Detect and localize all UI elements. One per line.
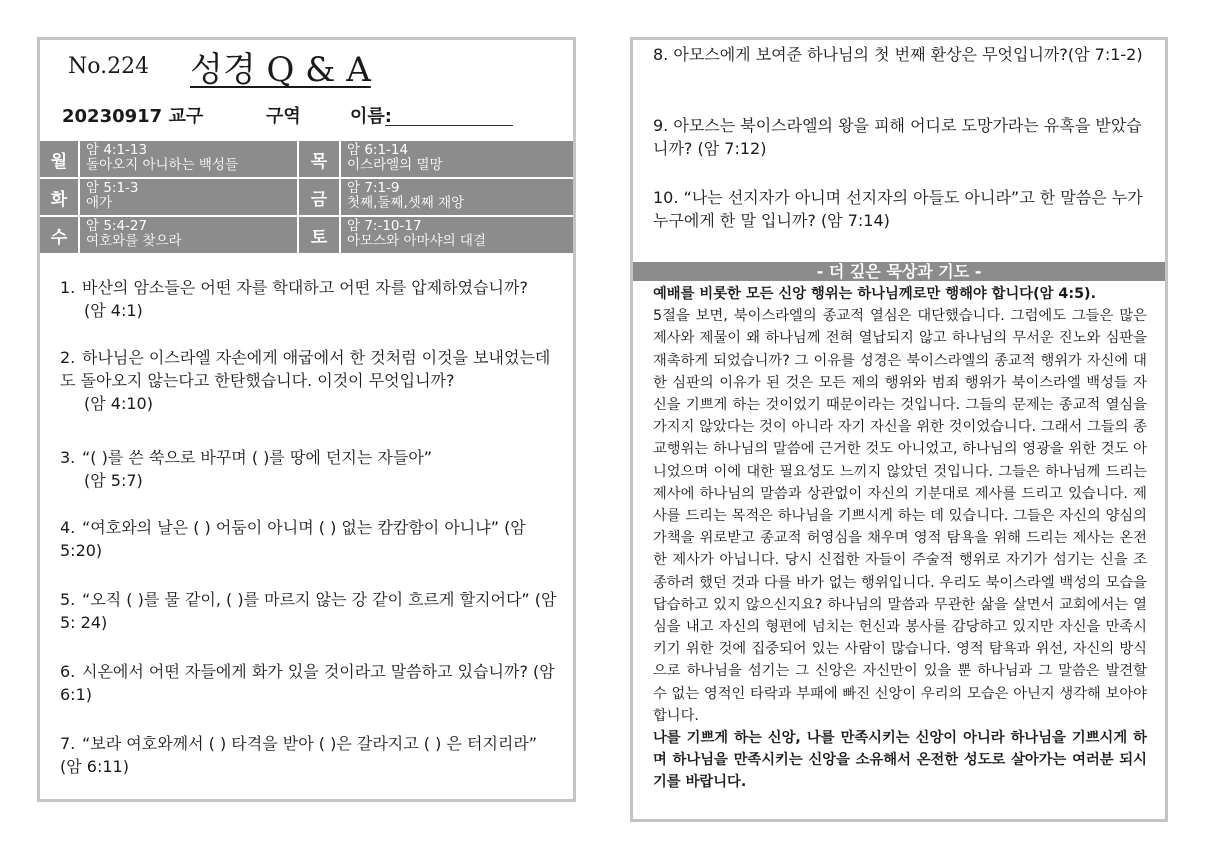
question-number: 8. xyxy=(653,45,669,64)
question-text: 시온에서 어떤 자들에게 화가 있을 것이라고 말씀하고 있습니까? (암 6:1) xyxy=(60,662,555,704)
meditation-body: 5절을 보면, 북이스라엘의 종교적 열심은 대단했습니다. 그럼에도 그들은 많은 제사와 제물이 왜 하나님께 전혀 열납되지 않고 하나님의 무서운 진노와 심판을 재촉하게 되었습니까? 그 이유를 성경은 북이스라엘의 종교적 행위가 자신에 대한 심판의 이유가 된 것은 모든 제의 행위와 범죄 행위가 북이스라엘 백성들 자신을 기쁘게 하는 것이었기 때문이라는 것입니다. 그들의 문제는 종교적 열심을 가지지 않았다는 것이 아니라 자기 자신을 위한 것이었습니다. 그래서 그들의 종교행위는 하나님의 말씀에 근거한 것도 아니었고, 하나님의 영광을 위한 것도 아니었으며 이에 대한 필요성도 느끼지 않았던 것입니다. 그들은 하나님께 드리는 제사에 하나님의 말씀과 상관없이 자신의 기분대로 제사를 드리고 있습니다. 제사를 드리는 목적은 하나님을 기쁘시게 하는 데 있습니다. 그들은 자신의 양심의 가책을 위로받고 종교적 허영심을 채우며 영적 탐욕을 위해 드리는 제사는 온전한 제사가 아닙니다. 당시 신접한 자들이 주술적 행위로 자기가 섬기는 신을 조종하려 했던 것과 다를 바가 없는 행위입니다. 우리도 북이스라엘 백성의 모습을 답습하고 있지 않으신지요? 하나님의 말씀과 무관한 삶을 살면서 교회에서는 열심을 내고 자신의 형편에 넘치는 헌신과 봉사를 감당하고 있지만 자신을 만족시키기 위한 것에 집중되어 있는 사람이 많습니다. 영적 탐욕과 위선, 자신의 방식으로 하나님을 섬기는 그 신앙은 자신만이 있을 뿐 하나님과 그 말씀은 발견할 수 없는 영적인 타락과 부패에 빠진 신앙이 우리의 모습은 아닌지 생각해 보아야 합니다. xyxy=(653,308,1147,724)
question-text: 하나님은 이스라엘 자손에게 애굽에서 한 것처럼 이것을 보내었는데도 돌아오지 않는다고 한탄했습니다. 이것이 무엇입니까? xyxy=(60,348,551,390)
question-number: 6. xyxy=(60,662,76,681)
meditation-text xyxy=(653,283,1147,794)
question-text: “오직 ( )를 물 같이, ( )를 마르지 않는 강 같이 흐르게 할지어다” (암 5: 24) xyxy=(60,590,557,632)
right-panel xyxy=(630,37,1168,822)
schedule-title: 이스라엘의 멸망 xyxy=(347,157,443,173)
question-text: 아모스에게 보여준 하나님의 첫 번째 환상은 무엇입니까?(암 7:1-2) xyxy=(673,45,1143,64)
schedule-ref: 암 6:1-14 xyxy=(347,142,409,158)
question-number: 2. xyxy=(60,348,76,367)
question-text: 바산의 암소들은 어떤 자를 학대하고 어떤 자를 압제하였습니까? xyxy=(82,278,528,297)
question-text: “( )를 쓴 쑥으로 바꾸며 ( )를 땅에 던지는 자들아” xyxy=(82,448,433,467)
schedule-title: 애가 xyxy=(86,195,113,211)
question-number: 10. xyxy=(653,188,679,207)
name-blank-line xyxy=(385,125,513,126)
schedule-day: 목 xyxy=(299,141,339,177)
date-church-label: 20230917 교구 xyxy=(62,106,204,127)
schedule-entry xyxy=(341,179,573,215)
schedule-title: 첫째,둘째,셋째 재앙 xyxy=(347,195,465,211)
question-item xyxy=(60,276,560,322)
reading-schedule xyxy=(40,141,573,255)
sheet-title: 성경 Q & A xyxy=(190,50,371,90)
left-panel xyxy=(37,37,576,802)
sheet-number: No.224 xyxy=(68,54,150,79)
name-label: 이름: xyxy=(350,106,392,127)
schedule-day: 토 xyxy=(299,217,339,253)
meditation-lead: 예배를 비롯한 모든 신앙 행위는 하나님께로만 행해야 합니다(암 4:5). xyxy=(653,286,1097,302)
meditation-closing: 나를 기쁘게 하는 신앙, 나를 만족시키는 신앙이 아니라 하나님을 기쁘시게 하며 하나님을 만족시키는 신앙을 소유해서 온전한 성도로 살아가는 여러분 되시기를 바랍니다. xyxy=(653,730,1147,791)
schedule-title: 여호와를 찾으라 xyxy=(86,233,182,249)
question-item xyxy=(60,346,560,415)
question-item xyxy=(60,446,560,492)
meditation-heading: - 더 깊은 묵상과 기도 - xyxy=(633,262,1165,281)
question-ref: (암 4:10) xyxy=(84,394,153,413)
schedule-entry xyxy=(341,217,573,253)
question-ref: (암 5:7) xyxy=(84,471,143,490)
schedule-title: 돌아오지 아니하는 백성들 xyxy=(86,157,239,173)
question-number: 4. xyxy=(60,518,76,537)
schedule-day: 금 xyxy=(299,179,339,215)
question-item xyxy=(653,43,1153,66)
district-label: 구역 xyxy=(266,106,301,127)
question-number: 7. xyxy=(60,734,76,753)
question-item xyxy=(60,660,560,706)
schedule-day: 월 xyxy=(40,141,78,177)
schedule-day: 화 xyxy=(40,179,78,215)
question-number: 5. xyxy=(60,590,76,609)
question-number: 3. xyxy=(60,448,76,467)
question-text: 아모스는 북이스라엘의 왕을 피해 어디로 도망가라는 유혹을 받았습니까? (암 7:12) xyxy=(653,116,1142,158)
schedule-entry xyxy=(80,217,297,253)
question-number: 1. xyxy=(60,278,76,297)
schedule-ref: 암 5:1-3 xyxy=(86,180,139,196)
question-number: 9. xyxy=(653,116,669,135)
schedule-entry xyxy=(341,141,573,177)
question-text: “여호와의 날은 ( ) 어둠이 아니며 ( ) 없는 캄캄함이 아니냐” (암 5:20) xyxy=(60,518,526,560)
schedule-ref: 암 7:1-9 xyxy=(347,180,400,196)
schedule-day: 수 xyxy=(40,217,78,253)
schedule-title: 아모스와 아마샤의 대결 xyxy=(347,233,486,249)
question-item xyxy=(653,114,1153,160)
schedule-ref: 암 5:4-27 xyxy=(86,218,148,234)
question-item xyxy=(60,516,560,562)
schedule-entry xyxy=(80,141,297,177)
question-ref: (암 4:1) xyxy=(84,301,143,320)
question-text: “보라 여호와께서 ( ) 타격을 받아 ( )은 갈라지고 ( ) 은 터지리라” (암 6:11) xyxy=(60,734,538,776)
question-item xyxy=(60,732,560,778)
question-text: “나는 선지자가 아니며 선지자의 아들도 아니라”고 한 말씀은 누가 누구에게 한 말 입니까? (암 7:14) xyxy=(653,188,1143,230)
schedule-ref: 암 7:-10-17 xyxy=(347,218,422,234)
question-item xyxy=(60,588,560,634)
schedule-ref: 암 4:1-13 xyxy=(86,142,148,158)
question-item xyxy=(653,186,1153,232)
schedule-entry xyxy=(80,179,297,215)
